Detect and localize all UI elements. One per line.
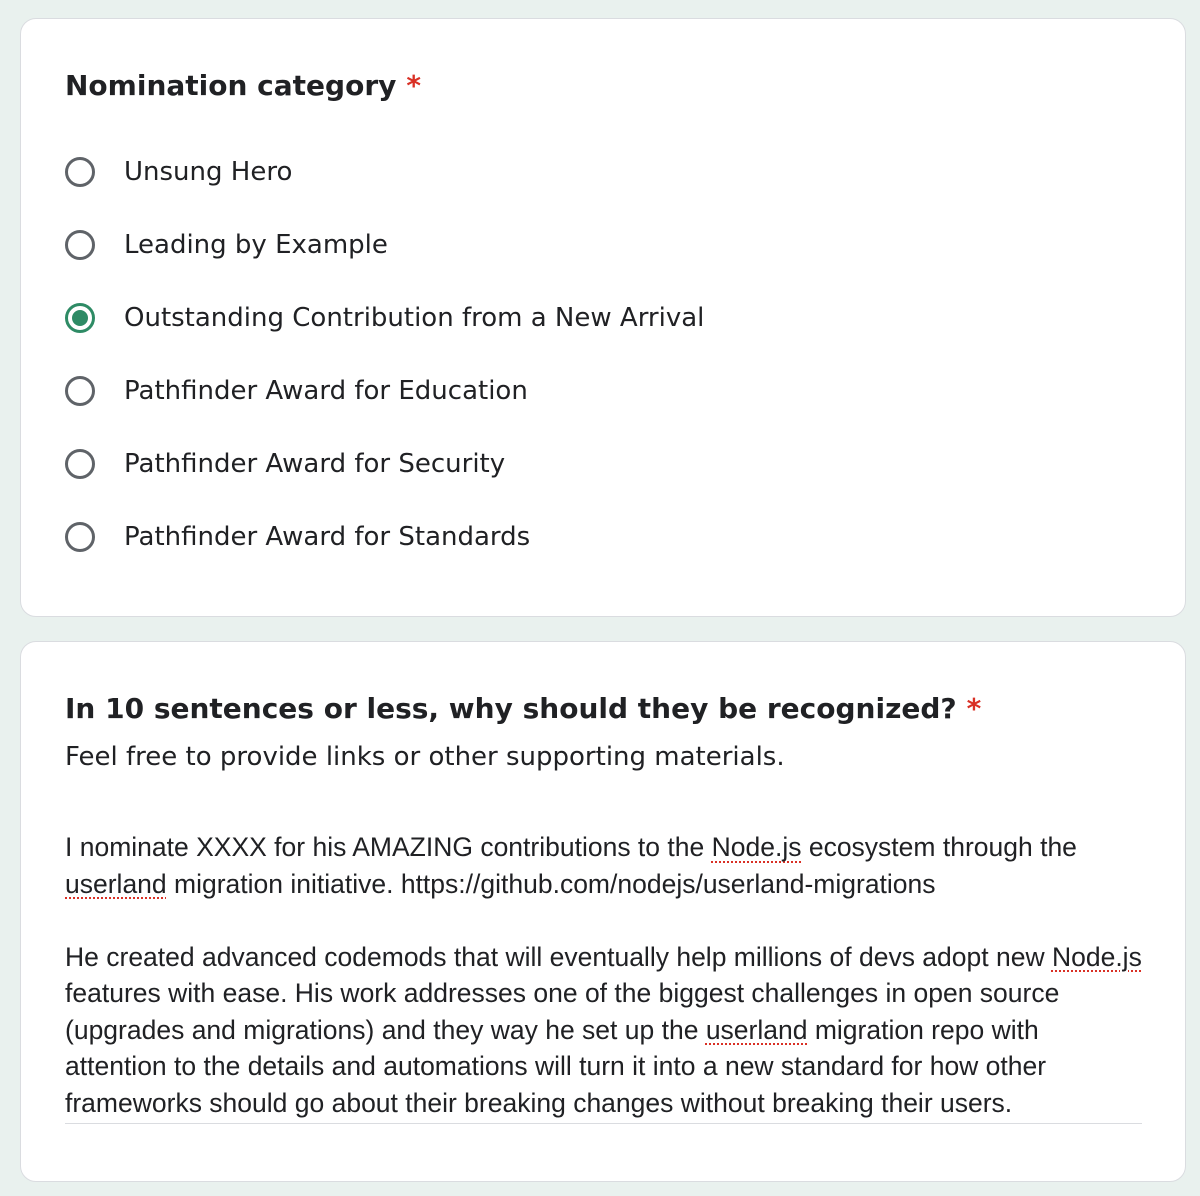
spellcheck-word: Node.js	[1051, 941, 1142, 972]
question-title	[65, 69, 421, 102]
required-asterisk: *	[966, 692, 982, 725]
radio-button-selected[interactable]	[65, 303, 95, 333]
answer-text: He created advanced codemods that will eventually help millions of devs adopt new	[65, 941, 1052, 972]
radio-button[interactable]	[65, 157, 95, 187]
answer-text: migration initiative. https://github.com/nodejs/userland-migrations	[166, 868, 936, 899]
answer-text: features with ease. His work addresses one of the biggest challenges in open source (upgrades and migrations) and they way he set up the	[65, 978, 1060, 1045]
question-title-text: In 10 sentences or less, why should they be recognized?	[65, 692, 957, 725]
answer-paragraph-2	[65, 939, 1142, 1122]
answer-text: migration repo with attention to the details and automations will turn it into a new standard for how other frameworks should go about their breaking changes without breaking their users.	[65, 1014, 1047, 1118]
nomination-category-card	[20, 18, 1186, 617]
answer-text: ecosystem through the	[801, 832, 1077, 862]
option-label: Pathfinder Award for Security	[124, 449, 506, 479]
option-label: Pathfinder Award for Education	[124, 376, 528, 406]
option-label: Pathfinder Award for Standards	[124, 522, 531, 552]
question-title	[65, 692, 981, 725]
recognition-reason-card	[20, 641, 1186, 1182]
radio-button[interactable]	[65, 376, 95, 406]
radio-option-unsung-hero[interactable]	[65, 152, 292, 192]
spellcheck-word: userland	[65, 868, 167, 899]
answer-text: I nominate XXXX for his AMAZING contributions to the	[65, 832, 712, 862]
radio-option-new-arrival[interactable]	[65, 298, 704, 338]
question-description: Feel free to provide links or other supporting materials.	[65, 742, 785, 772]
radio-option-leading-by-example[interactable]	[65, 225, 388, 265]
radio-option-pathfinder-education[interactable]	[65, 371, 528, 411]
spellcheck-word: userland	[705, 1014, 808, 1045]
paragraph-gap	[65, 902, 1142, 939]
radio-option-pathfinder-standards[interactable]	[65, 517, 530, 557]
answer-textarea[interactable]	[65, 829, 1142, 1124]
radio-button[interactable]	[65, 522, 95, 552]
required-asterisk: *	[406, 69, 422, 102]
question-title-text: Nomination category	[65, 69, 397, 102]
answer-paragraph-1	[65, 829, 1142, 902]
radio-option-pathfinder-security[interactable]	[65, 444, 505, 484]
radio-button[interactable]	[65, 230, 95, 260]
option-label: Unsung Hero	[124, 157, 293, 187]
spellcheck-word: Node.js	[711, 832, 802, 862]
radio-button[interactable]	[65, 449, 95, 479]
option-label: Outstanding Contribution from a New Arrival	[124, 303, 705, 333]
option-label: Leading by Example	[124, 230, 388, 260]
